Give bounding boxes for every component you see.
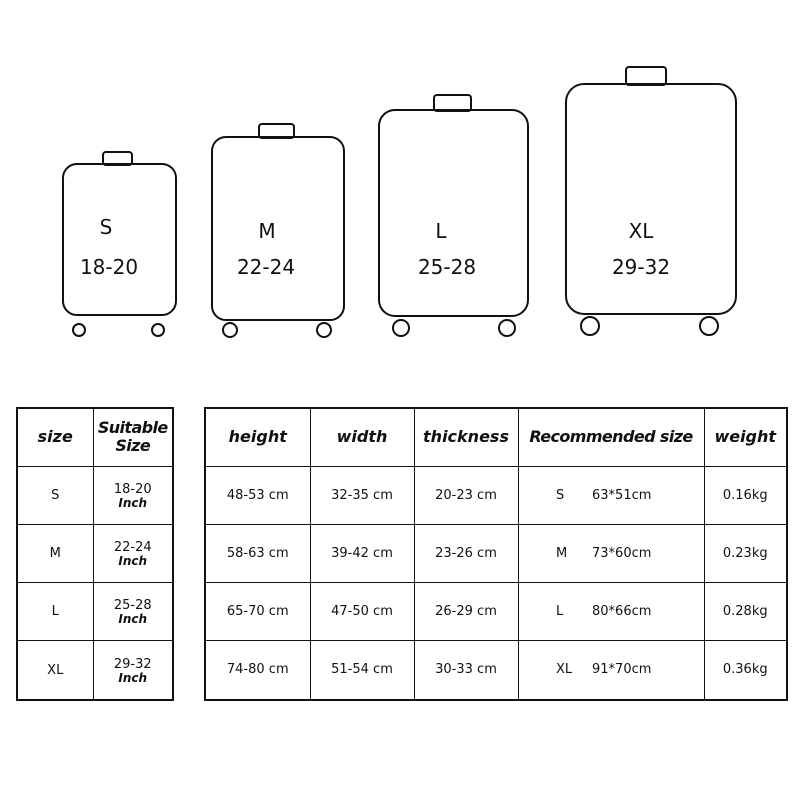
size-cell: M xyxy=(17,524,93,582)
suitcase-l-handle xyxy=(434,95,471,111)
suitable-size-cell xyxy=(93,641,173,700)
height-cell: 65-70 cm xyxy=(205,582,310,640)
table-header-row xyxy=(205,408,787,466)
height-cell: 48-53 cm xyxy=(205,466,310,524)
width-cell: 51-54 cm xyxy=(310,640,414,700)
suitcase-l-wheel-left xyxy=(393,320,409,336)
width-header: width xyxy=(310,408,414,466)
thickness-header: thickness xyxy=(414,408,518,466)
recommended-size-dimensions: 63*51cm xyxy=(592,487,652,503)
suitable-size-cell xyxy=(93,524,173,582)
width-cell: 39-42 cm xyxy=(310,524,414,582)
suitcase-xl-body xyxy=(566,84,736,314)
suitcase-m xyxy=(212,124,344,337)
size-header: size xyxy=(17,408,93,466)
height-cell: 58-63 cm xyxy=(205,524,310,582)
suitcase-m-handle xyxy=(259,124,294,138)
recommended-size-cell xyxy=(518,524,704,582)
suitcase-xl-size-label: XL xyxy=(628,219,654,243)
suitable-size-value: 18-20 xyxy=(113,481,152,497)
suitcase-s-size-label: S xyxy=(99,215,113,239)
table-row xyxy=(205,524,787,582)
recommended-size-header: Recommended size xyxy=(518,408,704,466)
size-cell: S xyxy=(17,466,93,524)
recommended-size-dimensions: 73*60cm xyxy=(592,545,652,561)
weight-header: weight xyxy=(704,408,787,466)
suitcase-xl xyxy=(566,67,736,335)
suitcase-s xyxy=(63,152,176,336)
recommended-size-cell xyxy=(518,466,704,524)
table-header-row xyxy=(17,408,173,466)
suitable-size-cell xyxy=(93,466,173,524)
size-cell: XL xyxy=(17,641,93,700)
suitcase-m-wheel-left xyxy=(223,323,237,337)
table-row xyxy=(205,582,787,640)
weight-cell: 0.16kg xyxy=(704,466,787,524)
suitcase-s-wheel-right xyxy=(152,324,164,336)
suitcase-xl-handle xyxy=(626,67,666,85)
inch-unit-label: Inch xyxy=(118,495,148,510)
width-cell: 47-50 cm xyxy=(310,582,414,640)
suitcase-m-wheel-right xyxy=(317,323,331,337)
size-cell: L xyxy=(17,582,93,640)
suitable-size-value: 22-24 xyxy=(113,539,152,555)
table-row xyxy=(205,466,787,524)
suitcase-xl-wheel-right xyxy=(700,317,718,335)
suitable-size-header: Suitable Size xyxy=(93,408,173,466)
suitcase-l-range-label: 25-28 xyxy=(417,255,477,279)
recommended-size-cell xyxy=(518,640,704,700)
recommended-size-code: S xyxy=(556,487,565,503)
thickness-cell: 20-23 cm xyxy=(414,466,518,524)
suitcase-l-size-label: L xyxy=(435,219,447,243)
suitcase-l xyxy=(379,95,528,336)
recommended-size-code: M xyxy=(556,545,568,561)
inch-unit-label: Inch xyxy=(118,612,148,627)
height-cell: 74-80 cm xyxy=(205,640,310,700)
table-row xyxy=(17,641,173,700)
thickness-cell: 23-26 cm xyxy=(414,524,518,582)
inch-unit-label: Inch xyxy=(118,553,148,568)
recommended-size-code: L xyxy=(556,603,564,619)
table-row xyxy=(17,582,173,640)
recommended-size-code: XL xyxy=(556,662,573,678)
suitable-size-value: 25-28 xyxy=(113,598,152,614)
recommended-size-dimensions: 80*66cm xyxy=(592,603,652,619)
width-cell: 32-35 cm xyxy=(310,466,414,524)
suitcase-m-body xyxy=(212,137,344,320)
suitable-size-table xyxy=(16,407,174,701)
thickness-cell: 26-29 cm xyxy=(414,582,518,640)
suitcase-s-body xyxy=(63,164,176,315)
height-header: height xyxy=(205,408,310,466)
suitable-size-cell xyxy=(93,582,173,640)
suitcase-s-wheel-left xyxy=(73,324,85,336)
recommended-size-dimensions: 91*70cm xyxy=(592,662,652,678)
suitcase-xl-range-label: 29-32 xyxy=(611,255,671,279)
suitcase-m-size-label: M xyxy=(258,219,276,243)
recommended-size-cell xyxy=(518,582,704,640)
suitable-size-value: 29-32 xyxy=(113,656,152,672)
dimensions-table xyxy=(204,407,788,701)
suitcase-m-range-label: 22-24 xyxy=(236,255,296,279)
inch-unit-label: Inch xyxy=(118,670,148,685)
weight-cell: 0.23kg xyxy=(704,524,787,582)
table-row xyxy=(17,466,173,524)
suitcase-l-wheel-right xyxy=(499,320,515,336)
suitcase-xl-wheel-left xyxy=(581,317,599,335)
table-row xyxy=(205,640,787,700)
suitcase-diagram xyxy=(0,0,800,390)
suitcase-l-body xyxy=(379,110,528,316)
thickness-cell: 30-33 cm xyxy=(414,640,518,700)
suitcase-s-range-label: 18-20 xyxy=(79,255,139,279)
table-row xyxy=(17,524,173,582)
weight-cell: 0.36kg xyxy=(704,640,787,700)
weight-cell: 0.28kg xyxy=(704,582,787,640)
